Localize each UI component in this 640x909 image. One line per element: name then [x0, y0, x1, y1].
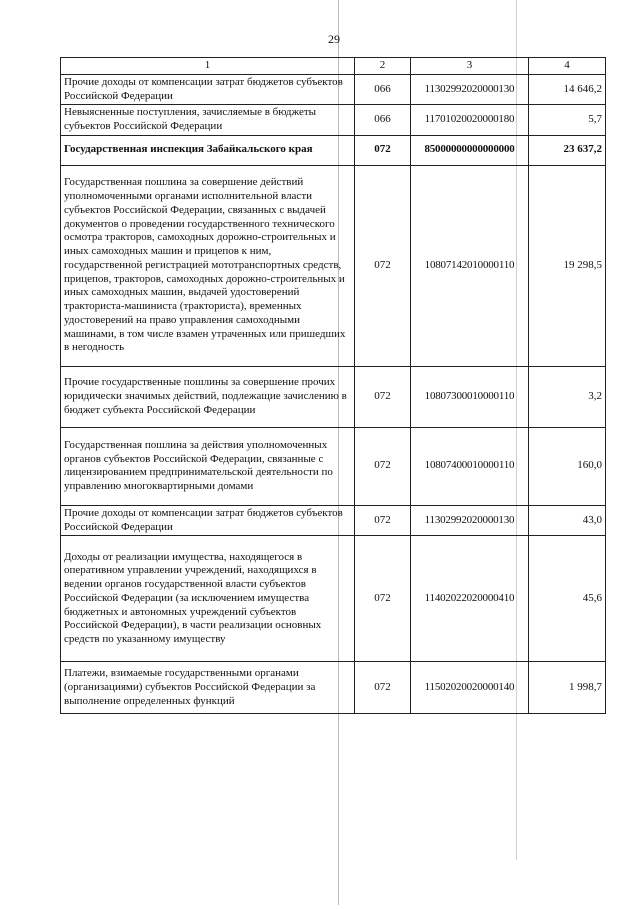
row-kbk-code: 11701020020000180	[411, 105, 529, 136]
row-name: Прочие доходы от компенсации затрат бюджетов субъектов Российской Федерации	[61, 74, 355, 105]
row-name: Государственная пошлина за совершение действий уполномоченными органами исполнительной власти субъектов Российской Федерации, связанных с выдачей документов о проведении государственного технического осмотра тракторов, самоходных дорожно-строительных и иных самоходных машин и прицепов к ним, государственной регистрацией мототранспортных средств, прицепов, тракторов, самоходных дорожно-строительных и иных самоходных машин, выдачей удостоверений тракториста-машиниста (тракториста), временных удостоверений на право управления самоходными машинами, в том числе взамен утраченных или пришедших в негодность	[61, 165, 355, 366]
row-admin-code: 072	[355, 366, 411, 427]
row-amount: 3,2	[529, 366, 606, 427]
column-header: 1	[61, 58, 355, 75]
row-kbk-code: 85000000000000000	[411, 135, 529, 165]
table-row-section-heading	[61, 135, 606, 165]
row-admin-code: 072	[355, 536, 411, 662]
row-amount: 45,6	[529, 536, 606, 662]
row-admin-code: 072	[355, 662, 411, 714]
row-name: Платежи, взимаемые государственными органами (организациями) субъектов Российской Федерации за выполнение определенных функций	[61, 662, 355, 714]
row-kbk-code: 11402022020000410	[411, 536, 529, 662]
row-kbk-code: 11502020020000140	[411, 662, 529, 714]
table-row	[61, 536, 606, 662]
column-header: 3	[411, 58, 529, 75]
row-kbk-code: 11302992020000130	[411, 74, 529, 105]
row-name: Прочие государственные пошлины за совершение прочих юридически значимых действий, подлежащие зачислению в бюджет субъекта Российской Федерации	[61, 366, 355, 427]
row-amount: 14 646,2	[529, 74, 606, 105]
table-row	[61, 165, 606, 366]
table-row	[61, 74, 606, 105]
row-kbk-code: 10807400010000110	[411, 427, 529, 505]
column-header: 4	[529, 58, 606, 75]
row-admin-code: 072	[355, 135, 411, 165]
page-number: 29	[328, 32, 340, 46]
row-admin-code: 072	[355, 505, 411, 536]
row-kbk-code: 10807300010000110	[411, 366, 529, 427]
row-name: Прочие доходы от компенсации затрат бюджетов субъектов Российской Федерации	[61, 505, 355, 536]
row-name: Государственная пошлина за действия уполномоченных органов субъектов Российской Федерации, связанные с лицензированием предпринимательской деятельности по управлению многоквартирными домами	[61, 427, 355, 505]
row-amount: 43,0	[529, 505, 606, 536]
row-kbk-code: 11302992020000130	[411, 505, 529, 536]
row-admin-code: 072	[355, 427, 411, 505]
table-row	[61, 662, 606, 714]
row-name: Доходы от реализации имущества, находящегося в оперативном управлении учреждений, находящихся в ведении органов государственной власти субъектов Российской Федерации (за исключением имущества бюджетных и автономных учреждений субъектов Российской Федерации), в части реализации основных средств по указанному имуществу	[61, 536, 355, 662]
row-amount: 23 637,2	[529, 135, 606, 165]
table-row	[61, 427, 606, 505]
row-amount: 1 998,7	[529, 662, 606, 714]
table-header-row	[61, 58, 606, 75]
row-admin-code: 066	[355, 74, 411, 105]
column-header: 2	[355, 58, 411, 75]
table-row	[61, 366, 606, 427]
table-row	[61, 505, 606, 536]
row-amount: 19 298,5	[529, 165, 606, 366]
row-admin-code: 066	[355, 105, 411, 136]
row-amount: 5,7	[529, 105, 606, 136]
table-row	[61, 105, 606, 136]
row-amount: 160,0	[529, 427, 606, 505]
row-name: Невыясненные поступления, зачисляемые в бюджеты субъектов Российской Федерации	[61, 105, 355, 136]
row-admin-code: 072	[355, 165, 411, 366]
budget-revenue-table	[60, 57, 606, 714]
row-kbk-code: 10807142010000110	[411, 165, 529, 366]
row-name: Государственная инспекция Забайкальского края	[61, 135, 355, 165]
